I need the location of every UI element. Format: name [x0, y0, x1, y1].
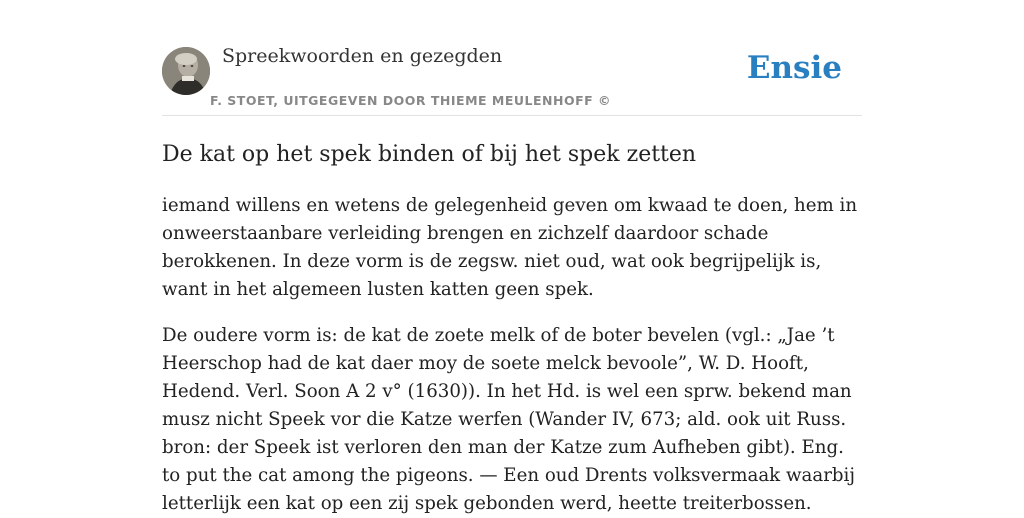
book-title[interactable]: Spreekwoorden en gezegden	[222, 45, 503, 67]
entry-paragraph: De oudere vorm is: de kat de zoete melk of de boter bevelen (vgl.: „Jae ’t Heerschop had de kat daer moy de soete melck bevoole”, W. D. Hooft, Hedend. Verl. Soon A 2 v° (1630)). In het Hd. is wel een sprw. bekend man musz nicht Speek vor die Katze werfen (Wander IV, 673; ald. ook uit Russ. bron: der Speek ist verloren den man der Katze zum Aufheben gibt). Eng. to put the cat among the pigeons. — Een oud Drents volksvermaak waarbij letterlijk een kat op een zij spek gebonden werd, heette treiterbossen.	[162, 325, 856, 514]
book-source: F. STOET, UITGEGEVEN DOOR THIEME MEULENHOFF ©	[210, 93, 612, 108]
entry-paragraph: iemand willens en wetens de gelegenheid geven om kwaad te doen, hem in onweerstaanbare verleiding brengen en zichzelf daardoor schade berokkenen. In deze vorm is de zegsw. niet oud, wat ook begrijpelijk is, want in het algemeen lusten katten geen spek.	[162, 195, 858, 300]
author-portrait-icon	[162, 47, 210, 95]
author-avatar[interactable]	[162, 47, 210, 95]
entry-title: De kat op het spek binden of bij het spek zetten	[162, 142, 697, 167]
brand-logo[interactable]: Ensie	[746, 50, 842, 86]
book-header	[162, 0, 862, 116]
page-container	[162, 0, 862, 518]
